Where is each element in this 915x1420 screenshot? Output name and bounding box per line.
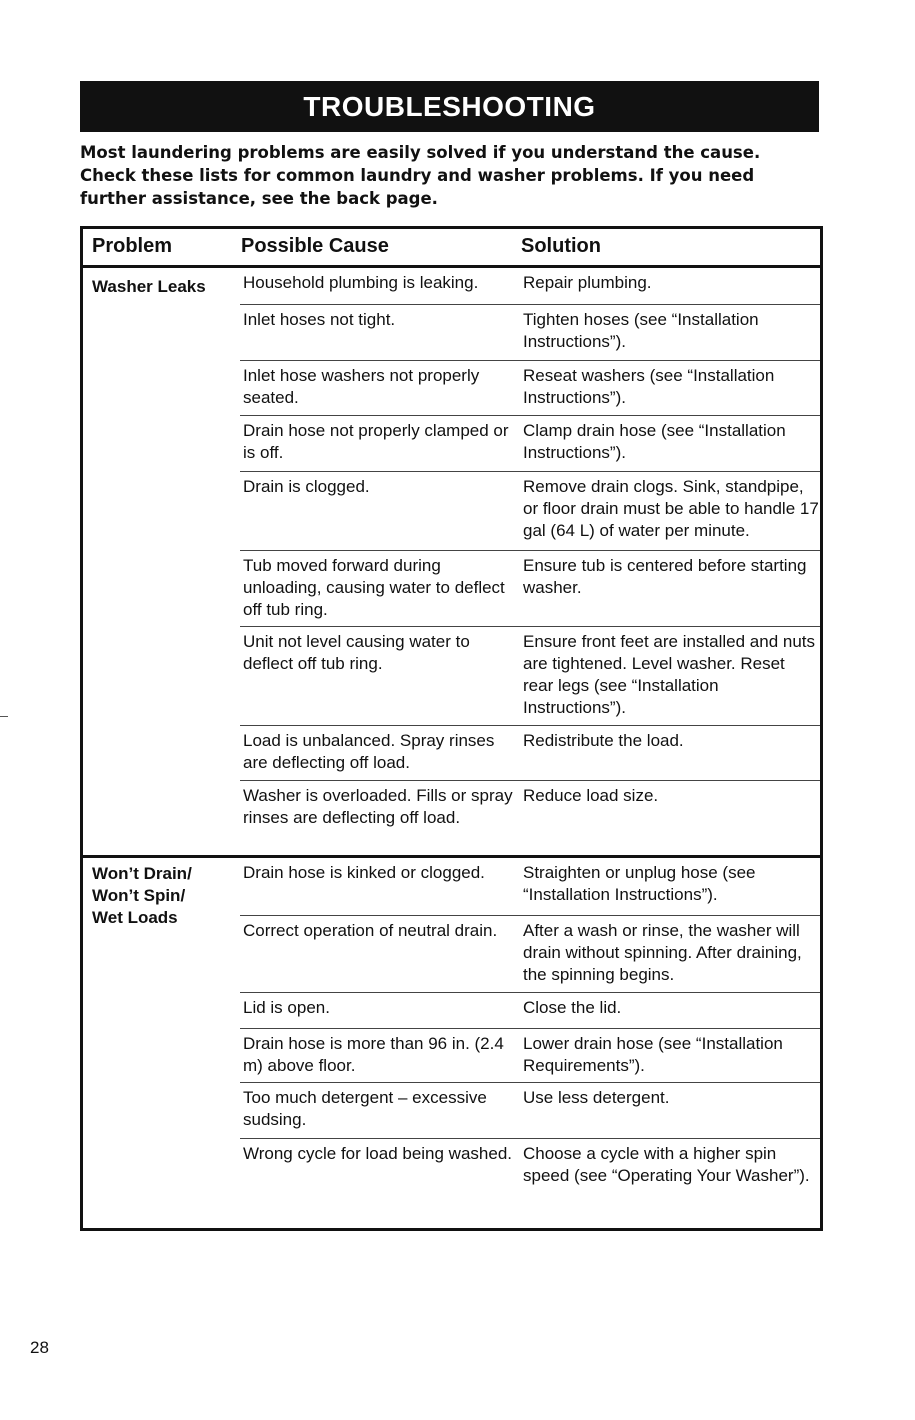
- table-row: [240, 858, 820, 915]
- cause-cell: Unit not level causing water to deflect off tub ring.: [243, 632, 470, 673]
- solution-cell: After a wash or rinse, the washer will drain without spinning. After draining, the spinning begins.: [523, 921, 802, 984]
- solution-cell: Straighten or unplug hose (see “Installation Instructions”).: [523, 863, 756, 904]
- cause-cell: Washer is overloaded. Fills or spray rinses are deflecting off load.: [243, 786, 513, 827]
- page-title: TROUBLESHOOTING: [80, 81, 819, 132]
- solution-cell: Lower drain hose (see “Installation Requirements”).: [523, 1034, 783, 1075]
- cause-cell: Wrong cycle for load being washed.: [243, 1144, 513, 1163]
- cause-cell: Drain hose not properly clamped or is off.: [243, 421, 509, 462]
- cause-cell: Drain hose is more than 96 in. (2.4 m) above floor.: [243, 1034, 504, 1075]
- table-row: [240, 268, 820, 304]
- solution-cell: Redistribute the load.: [523, 731, 684, 750]
- cause-cell: Inlet hoses not tight.: [243, 310, 396, 329]
- table-row: [240, 360, 820, 416]
- problem-group-wont-drain: [83, 858, 820, 1228]
- intro-text: Most laundering problems are easily solved if you understand the cause. Check these lists for common laundry and washer problems. If you need further assistance, see the back page.: [80, 143, 761, 208]
- table-row: [240, 415, 820, 472]
- table-row: [240, 304, 820, 361]
- table-header: [83, 229, 820, 268]
- table-row: [240, 725, 820, 781]
- margin-mark: [0, 716, 8, 717]
- problem-label: Washer Leaks: [92, 277, 206, 296]
- page-number: 28: [30, 1338, 49, 1357]
- header-cause: Possible Cause: [241, 235, 389, 257]
- table-row: [240, 1028, 820, 1083]
- solution-cell: Ensure front feet are installed and nuts are tightened. Level washer. Reset rear legs (see “Installation Instructions”).: [523, 632, 816, 717]
- solution-cell: Remove drain clogs. Sink, standpipe, or floor drain must be able to handle 17 gal (64 L) of water per minute.: [523, 477, 819, 540]
- solution-cell: Reseat washers (see “Installation Instructions”).: [523, 366, 775, 407]
- solution-cell: Reduce load size.: [523, 786, 659, 805]
- table-row: [240, 780, 820, 856]
- cause-cell: Lid is open.: [243, 998, 330, 1017]
- table-row: [240, 550, 820, 627]
- solution-cell: Use less detergent.: [523, 1088, 670, 1107]
- table-row: [240, 471, 820, 551]
- header-problem: Problem: [92, 235, 173, 257]
- cause-cell: Drain hose is kinked or clogged.: [243, 863, 485, 882]
- solution-cell: Ensure tub is centered before starting washer.: [523, 556, 807, 597]
- table-row: [240, 626, 820, 726]
- header-solution: Solution: [521, 235, 601, 257]
- solution-cell: Choose a cycle with a higher spin speed (see “Operating Your Washer”).: [523, 1144, 810, 1185]
- table-row: [240, 1138, 820, 1229]
- problem-label: Won’t Drain/ Won’t Spin/ Wet Loads: [92, 864, 192, 927]
- table-row: [240, 992, 820, 1029]
- cause-cell: Inlet hose washers not properly seated.: [243, 366, 480, 407]
- cause-cell: Too much detergent – excessive sudsing.: [243, 1088, 487, 1129]
- solution-cell: Repair plumbing.: [523, 273, 652, 292]
- cause-cell: Household plumbing is leaking.: [243, 273, 479, 292]
- solution-cell: Tighten hoses (see “Installation Instructions”).: [523, 310, 759, 351]
- troubleshooting-table: [80, 226, 823, 1231]
- solution-cell: Close the lid.: [523, 998, 622, 1017]
- cause-cell: Correct operation of neutral drain.: [243, 921, 498, 940]
- table-row: [240, 915, 820, 993]
- cause-cell: Tub moved forward during unloading, causing water to deflect off tub ring.: [243, 556, 505, 619]
- table-row: [240, 1082, 820, 1139]
- cause-cell: Load is unbalanced. Spray rinses are deflecting off load.: [243, 731, 495, 772]
- problem-group-washer-leaks: [83, 268, 820, 855]
- solution-cell: Clamp drain hose (see “Installation Instructions”).: [523, 421, 786, 462]
- cause-cell: Drain is clogged.: [243, 477, 370, 496]
